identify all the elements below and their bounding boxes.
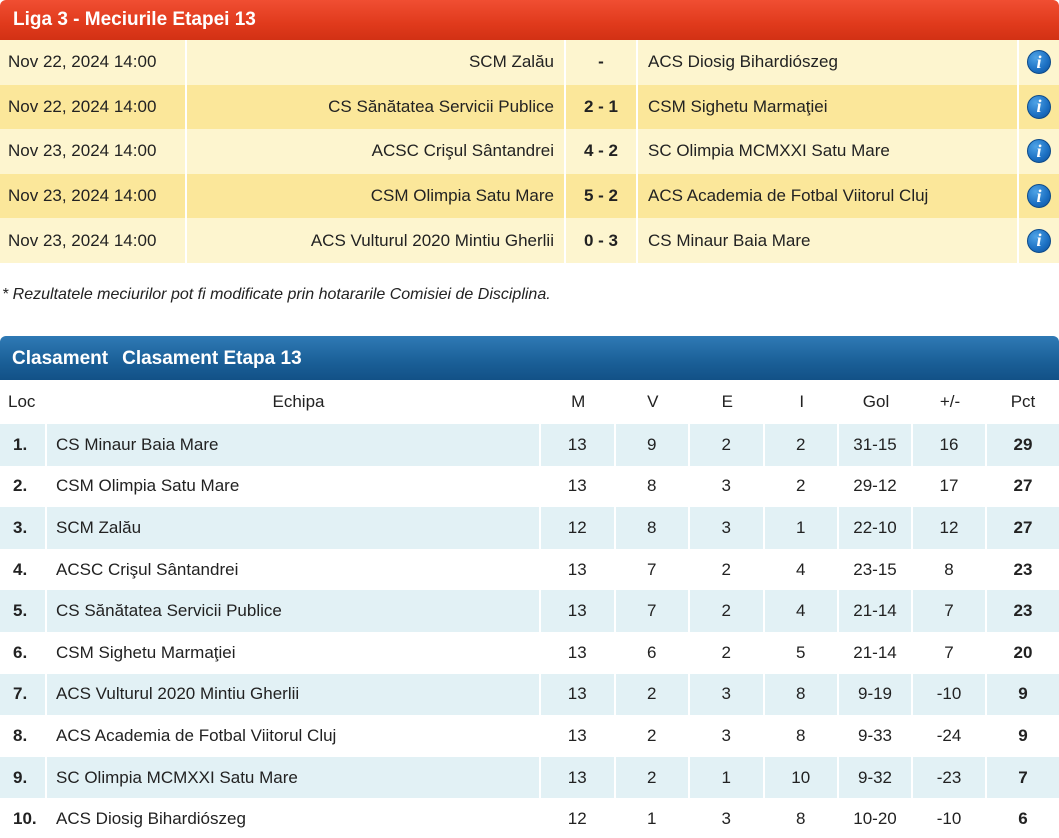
column-header-gol: Gol [862, 392, 890, 411]
row-goal-diff: 16 [913, 424, 987, 466]
match-date: Nov 23, 2024 14:00 [0, 174, 187, 219]
column-header-e: E [721, 392, 733, 411]
match-row [0, 218, 1059, 263]
match-score: 0 - 3 [566, 218, 638, 263]
row-points: 29 [1013, 434, 1033, 454]
row-points: 9 [1018, 684, 1028, 704]
row-draws: 3 [690, 715, 765, 757]
row-goal-diff: 7 [913, 632, 987, 674]
row-draws: 3 [690, 798, 765, 838]
match-date: Nov 22, 2024 14:00 [0, 40, 187, 85]
row-draws: 1 [690, 757, 765, 799]
match-info-button[interactable] [1019, 129, 1059, 174]
match-score: 2 - 1 [566, 85, 638, 130]
row-position: 8. [0, 715, 47, 757]
row-team[interactable]: SCM Zalău [47, 507, 541, 549]
column-header-pct: Pct [1010, 392, 1036, 411]
row-goals: 23-15 [839, 549, 913, 591]
row-team[interactable]: CSM Sighetu Marmaţiei [47, 632, 541, 674]
standings-title: Clasament Etapa 13 [122, 348, 302, 369]
row-goal-diff: 7 [913, 590, 987, 632]
row-played: 13 [541, 590, 616, 632]
match-date: Nov 23, 2024 14:00 [0, 129, 187, 174]
column-header-diff: +/- [939, 392, 961, 411]
info-icon[interactable]: i [1027, 139, 1051, 163]
row-goal-diff: -10 [913, 798, 987, 838]
match-info-button[interactable] [1019, 174, 1059, 219]
row-team[interactable]: ACS Academia de Fotbal Viitorul Cluj [47, 715, 541, 757]
column-header-i: I [799, 392, 805, 411]
standings-header [0, 336, 1059, 380]
row-draws: 2 [690, 549, 765, 591]
row-losses: 8 [765, 798, 840, 838]
row-played: 13 [541, 674, 616, 716]
row-wins: 6 [616, 632, 691, 674]
matches-title: Liga 3 - Meciurile Etapei 13 [13, 9, 256, 30]
row-position: 2. [0, 466, 47, 508]
row-played: 13 [541, 757, 616, 799]
table-row [0, 632, 1059, 674]
row-points: 6 [1018, 809, 1028, 829]
row-goal-diff: -10 [913, 674, 987, 716]
row-losses: 5 [765, 632, 840, 674]
row-wins: 2 [616, 715, 691, 757]
row-position: 9. [0, 757, 47, 799]
row-wins: 1 [616, 798, 691, 838]
match-away-team[interactable]: SC Olimpia MCMXXI Satu Mare [638, 129, 1019, 174]
row-draws: 3 [690, 507, 765, 549]
info-icon[interactable]: i [1027, 229, 1051, 253]
row-position: 10. [0, 798, 47, 838]
match-away-team[interactable]: CS Minaur Baia Mare [638, 218, 1019, 263]
row-goal-diff: -24 [913, 715, 987, 757]
match-date: Nov 22, 2024 14:00 [0, 85, 187, 130]
match-home-team[interactable]: SCM Zalău [187, 40, 566, 85]
row-goal-diff: 12 [913, 507, 987, 549]
row-team[interactable]: SC Olimpia MCMXXI Satu Mare [47, 757, 541, 799]
row-played: 13 [541, 424, 616, 466]
match-home-team[interactable]: CS Sănătatea Servicii Publice [187, 85, 566, 130]
column-header-loc: Loc [8, 392, 36, 411]
row-position: 3. [0, 507, 47, 549]
row-goal-diff: 17 [913, 466, 987, 508]
match-info-button[interactable] [1019, 85, 1059, 130]
row-position: 1. [0, 424, 47, 466]
row-position: 5. [0, 590, 47, 632]
column-header-v: V [647, 392, 659, 411]
match-away-team[interactable]: CSM Sighetu Marmaţiei [638, 85, 1019, 130]
match-away-team[interactable]: ACS Diosig Bihardiószeg [638, 40, 1019, 85]
row-draws: 2 [690, 632, 765, 674]
row-points: 7 [1018, 767, 1028, 787]
standings-label: Clasament [12, 348, 109, 369]
standings-table [0, 380, 1059, 838]
row-played: 13 [541, 466, 616, 508]
match-info-button[interactable] [1019, 40, 1059, 85]
row-goal-diff: 8 [913, 549, 987, 591]
match-score: 4 - 2 [566, 129, 638, 174]
row-draws: 2 [690, 590, 765, 632]
row-played: 13 [541, 715, 616, 757]
row-losses: 2 [765, 424, 840, 466]
match-row [0, 40, 1059, 85]
matches-table [0, 40, 1059, 263]
row-losses: 4 [765, 549, 840, 591]
match-row [0, 129, 1059, 174]
row-goals: 21-14 [839, 632, 913, 674]
row-goal-diff: -23 [913, 757, 987, 799]
table-row [0, 466, 1059, 508]
table-row [0, 757, 1059, 799]
row-wins: 9 [616, 424, 691, 466]
info-icon[interactable]: i [1027, 95, 1051, 119]
column-header-team: Echipa [272, 392, 325, 411]
row-goals: 22-10 [839, 507, 913, 549]
row-losses: 10 [765, 757, 840, 799]
row-goals: 31-15 [839, 424, 913, 466]
row-losses: 8 [765, 674, 840, 716]
row-wins: 2 [616, 757, 691, 799]
table-row [0, 424, 1059, 466]
table-row [0, 715, 1059, 757]
row-losses: 8 [765, 715, 840, 757]
row-played: 12 [541, 798, 616, 838]
row-draws: 3 [690, 466, 765, 508]
row-wins: 7 [616, 590, 691, 632]
match-row [0, 85, 1059, 130]
row-goals: 9-32 [839, 757, 913, 799]
row-losses: 4 [765, 590, 840, 632]
row-team[interactable]: CSM Olimpia Satu Mare [47, 466, 541, 508]
row-position: 7. [0, 674, 47, 716]
row-position: 4. [0, 549, 47, 591]
info-icon[interactable]: i [1027, 184, 1051, 208]
row-played: 13 [541, 549, 616, 591]
row-goals: 21-14 [839, 590, 913, 632]
match-row [0, 174, 1059, 219]
matches-header [0, 0, 1059, 40]
row-goals: 29-12 [839, 466, 913, 508]
row-played: 13 [541, 632, 616, 674]
column-header-m: M [571, 392, 586, 411]
match-score: 5 - 2 [566, 174, 638, 219]
row-losses: 1 [765, 507, 840, 549]
row-wins: 2 [616, 674, 691, 716]
row-losses: 2 [765, 466, 840, 508]
table-row [0, 590, 1059, 632]
match-home-team[interactable]: ACS Vulturul 2020 Mintiu Gherlii [187, 218, 566, 263]
match-date: Nov 23, 2024 14:00 [0, 218, 187, 263]
row-wins: 7 [616, 549, 691, 591]
match-info-button[interactable] [1019, 218, 1059, 263]
table-row [0, 798, 1059, 838]
row-draws: 3 [690, 674, 765, 716]
row-wins: 8 [616, 507, 691, 549]
row-played: 12 [541, 507, 616, 549]
row-position: 6. [0, 632, 47, 674]
row-draws: 2 [690, 424, 765, 466]
match-home-team[interactable]: CSM Olimpia Satu Mare [187, 174, 566, 219]
row-goals: 9-33 [839, 715, 913, 757]
row-points: 23 [1013, 601, 1033, 621]
match-score: - [566, 40, 638, 85]
row-points: 9 [1018, 725, 1028, 745]
row-team[interactable]: ACSC Crişul Sântandrei [47, 549, 541, 591]
standings-header-row [0, 380, 1059, 424]
match-home-team[interactable]: ACSC Crişul Sântandrei [187, 129, 566, 174]
row-goals: 10-20 [839, 798, 913, 838]
row-team[interactable]: CS Sănătatea Servicii Publice [47, 590, 541, 632]
row-team[interactable]: CS Minaur Baia Mare [47, 424, 541, 466]
table-row [0, 507, 1059, 549]
row-wins: 8 [616, 466, 691, 508]
table-row [0, 549, 1059, 591]
row-goals: 9-19 [839, 674, 913, 716]
discipline-note: * Rezultatele meciurilor pot fi modificate prin hotararile Comisiei de Disciplina. [2, 286, 551, 303]
row-points: 20 [1013, 642, 1033, 662]
row-points: 23 [1013, 559, 1033, 579]
row-points: 27 [1013, 517, 1033, 537]
table-row [0, 674, 1059, 716]
row-points: 27 [1013, 476, 1033, 496]
match-away-team[interactable]: ACS Academia de Fotbal Viitorul Cluj [638, 174, 1019, 219]
row-team[interactable]: ACS Vulturul 2020 Mintiu Gherlii [47, 674, 541, 716]
info-icon[interactable]: i [1027, 50, 1051, 74]
row-team[interactable]: ACS Diosig Bihardiószeg [47, 798, 541, 838]
